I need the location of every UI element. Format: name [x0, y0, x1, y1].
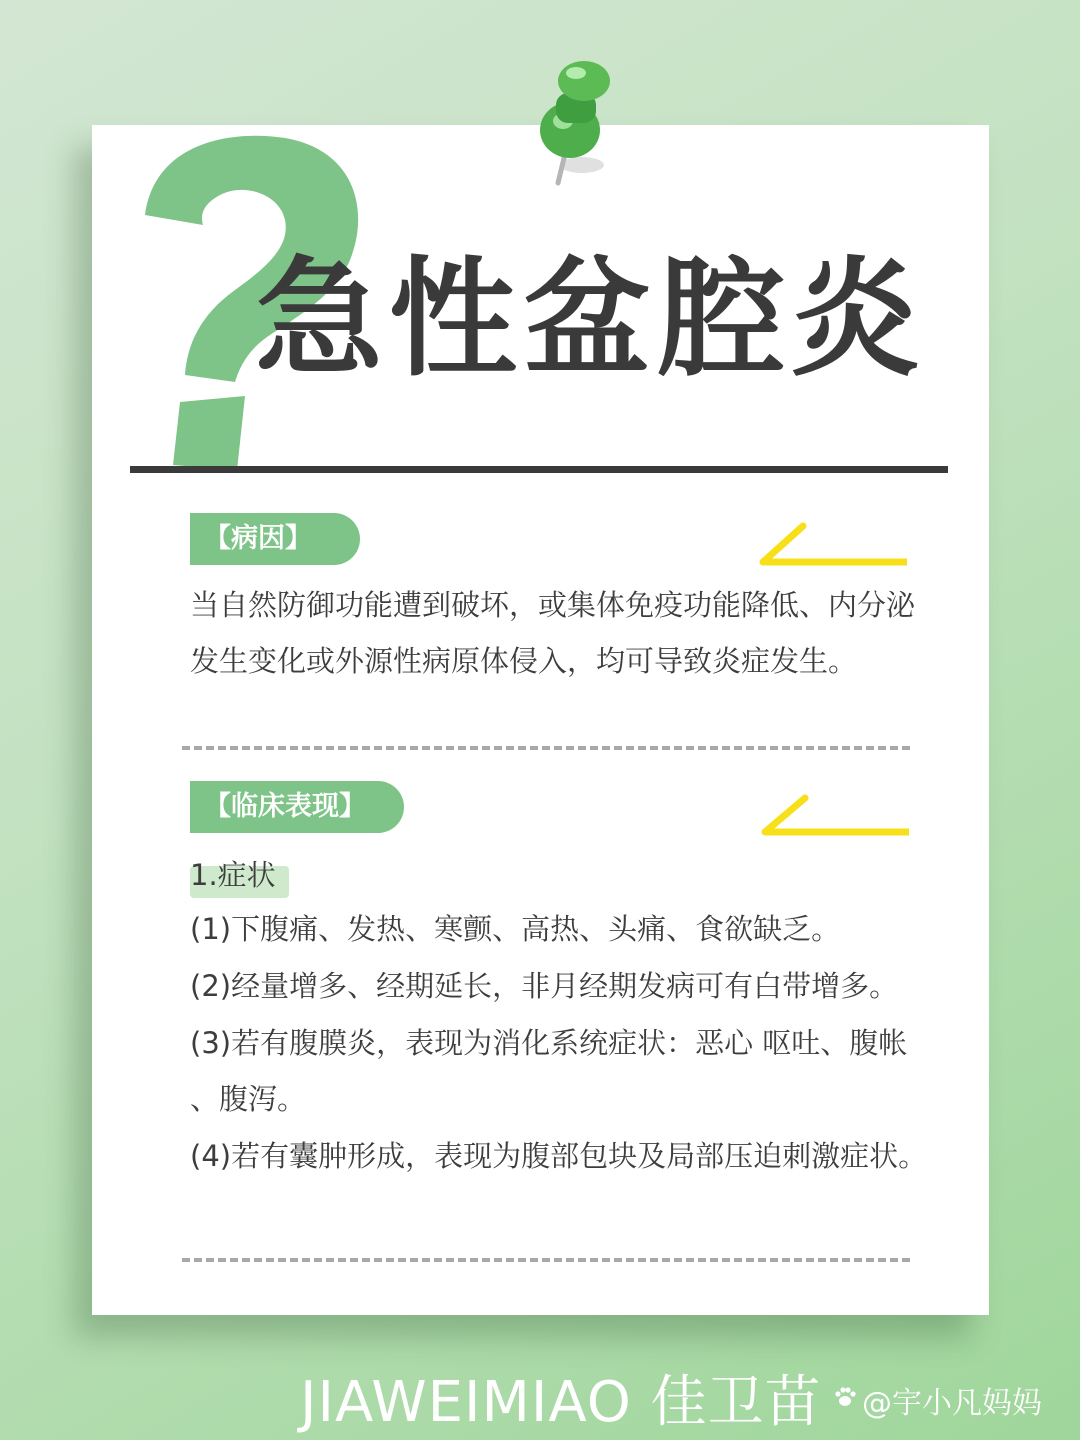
- clinical-subheading: 1.症状: [190, 858, 276, 892]
- cause-line-2: 发生变化或外源性病原体侵入，均可导致炎症发生。: [190, 644, 858, 678]
- cause-line-1: 当自然防御功能遭到破坏，或集体免疫功能降低、内分泌: [190, 588, 916, 622]
- author-handle: @宇小凡妈妈: [862, 1386, 1042, 1421]
- clinical-line-4: 、腹泻。: [190, 1082, 307, 1116]
- dashed-divider: [182, 746, 910, 750]
- section-tag-clinical: 【临床表现】: [190, 781, 404, 833]
- clinical-line-1: (1)下腹痛、发热、寒颤、高热、头痛、食欲缺乏。: [190, 912, 841, 946]
- title-divider: [130, 466, 948, 473]
- page-title: 急性盆腔炎: [255, 245, 926, 394]
- clinical-line-2: (2)经量增多、经期延长，非月经期发病可有白带增多。: [190, 969, 899, 1003]
- clinical-line-5: (4)若有囊肿形成，表现为腹部包块及局部压迫刺激症状。: [190, 1139, 928, 1173]
- paw-icon: [832, 1384, 858, 1410]
- clinical-line-3: (3)若有腹膜炎，表现为消化系统症状：恶心 呕吐、腹帐: [190, 1026, 908, 1060]
- dashed-divider: [182, 1258, 910, 1262]
- slash-decoration-icon: [757, 792, 917, 842]
- slash-decoration-icon: [755, 520, 915, 570]
- pushpin-icon: [520, 55, 640, 195]
- brand-watermark: JIAWEIMIAO 佳卫苗: [300, 1370, 822, 1435]
- section-tag-cause: 【病因】: [190, 513, 360, 565]
